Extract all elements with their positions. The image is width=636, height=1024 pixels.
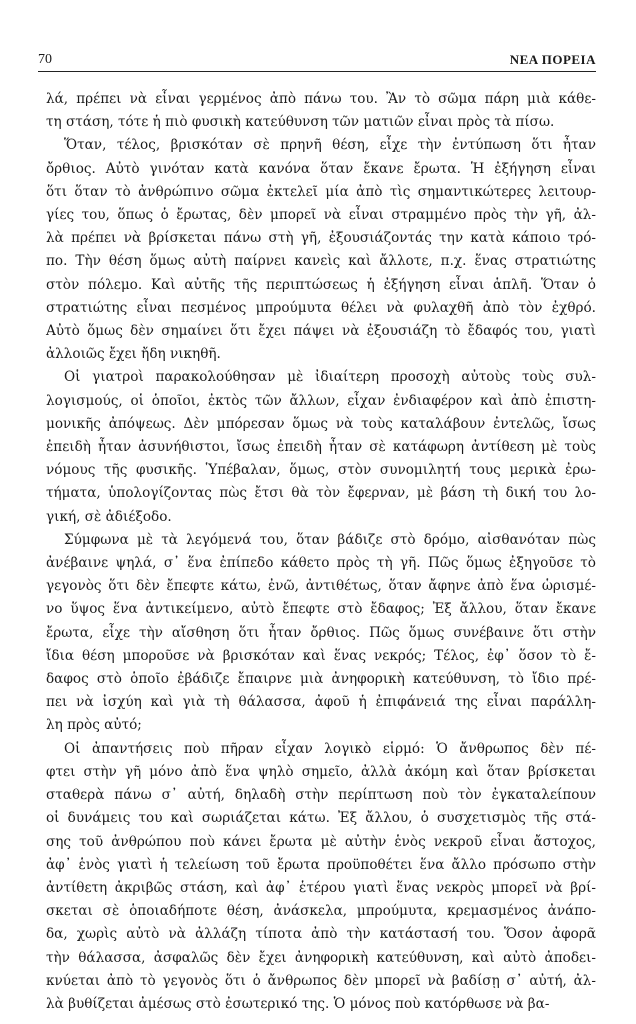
text-line: σταθερὰ πάνω σ᾿ αὐτή, δηλαδὴ στὴν περίπτωση ποὺ τὸν ἐγκαταλείπουν	[46, 787, 596, 804]
text-line: στὸν πόλεμο. Καὶ αὐτῆς τῆς περιπτώσεως ἡ ἐξήγηση εἶναι ἁπλῆ. Ὅταν ὁ	[46, 276, 596, 293]
text-line: Σύμφωνα μὲ τὰ λεγόμενά του, ὅταν βάδιζε στὸ δρόμο, αἰσθανόταν πὼς	[64, 531, 596, 548]
text-line: σης τοῦ ἀνθρώπου ποὺ κάνει ἔρωτα μὲ αὐτὴν ἑνὸς νεκροῦ εἶναι ἄστοχος,	[46, 833, 596, 850]
text-line: σκεται σὲ ὁποιαδήποτε θέση, ἀνάσκελα, μπρούμυτα, κρεμασμένος ἀνάπο-	[46, 903, 596, 920]
page-number: 70	[38, 52, 52, 67]
text-line: φτει στὴν γῆ μόνο ἀπὸ ἕνα ψηλὸ σημεῖο, ἀλλὰ ἀκόμη καὶ ὅταν βρίσκεται	[46, 763, 596, 780]
page-header	[38, 46, 596, 72]
text-line: γεγονὸς ὅτι δὲν ἔπεφτε κάτω, ἐνῶ, ἀντιθέτως, ὅταν ἄφηνε ἀπὸ ἕνα ὡρισμέ-	[46, 578, 596, 595]
paragraph	[46, 366, 596, 528]
paragraph	[46, 134, 596, 366]
text-line: μονικῆς ἀπόψεως. Δὲν μπόρεσαν ὅμως νὰ τοὺς καταλάβουν ἐντελῶς, ἴσως	[46, 415, 596, 432]
text-line: νόμους τῆς φυσικῆς. Ὑπέβαλαν, ὅμως, στὸν συνομιλητή τους μερικὰ ἐρω-	[46, 462, 596, 479]
text-line: ὄρθιος. Αὐτὸ γινόταν κατὰ κανόνα ὅταν ἔκανε ἔρωτα. Ἡ ἐξήγηση εἶναι	[46, 160, 596, 177]
text-line: Οἱ γιατροὶ παρακολούθησαν μὲ ἰδιαίτερη προσοχὴ αὐτοὺς τοὺς συλ-	[64, 369, 596, 386]
text-line: ἀνέβαινε ψηλά, σ᾿ ἕνα ἐπίπεδο κάθετο πρὸς τὴ γῆ. Πῶς ὅμως ἐξηγοῦσε τὸ	[46, 555, 596, 572]
text-line: ἀφ᾿ ἑνὸς γιατὶ ἡ τελείωση τοῦ ἔρωτα προϋποθέτει ἕνα ἄλλο πρόσωπο στὴν	[46, 856, 596, 873]
text-line: νο ὕψος ἕνα ἀντικείμενο, αὐτὸ ἔπεφτε στὸ ἔδαφος; Ἐξ ἄλλου, ὅταν ἔκανε	[46, 601, 596, 618]
text-line: δα, χωρὶς αὐτὸ νὰ ἀλλάζη τίποτα ἀπὸ τὴν κατάστασή του. Ὅσον ἀφορᾶ	[46, 926, 596, 943]
text-line: τήματα, ὑπολογίζοντας πὼς ἔτσι θὰ τὸν ἔφερναν, μὲ βάση τὴ δική του λο-	[46, 485, 596, 502]
text-line: τη στάση, τότε ἡ πιὸ φυσικὴ κατεύθυνση τῶν ματιῶν εἶναι πρὸς τὰ πίσω.	[46, 114, 555, 131]
text-line: ἴδια θέση μποροῦσε νὰ βρισκόταν καὶ ἕνας νεκρός; Τέλος, ἐφ᾿ ὅσον τὸ ἔ-	[46, 647, 596, 664]
text-line: λη πρὸς αὐτό;	[46, 717, 142, 734]
text-line: λά, πρέπει νὰ εἶναι γερμένος ἀπὸ πάνω του. Ἂν τὸ σῶμα πάρη μιὰ κάθε-	[46, 91, 596, 107]
text-line: λὰ πρέπει νὰ βρίσκεται πάνω στὴ γῆ, ἐξουσιάζοντάς την κατὰ κάποιο τρό-	[46, 230, 596, 247]
text-line: ἐπειδὴ ἦταν ἀσυνήθιστοι, ἴσως ἐπειδὴ ἦταν σὲ κατάφωρη ἀντίθεση μὲ τοὺς	[46, 439, 596, 456]
paragraph	[46, 738, 596, 1016]
text-line: οἱ δυνάμεις του καὶ σωριάζεται κάτω. Ἐξ ἄλλου, ὁ συσχετισμὸς τῆς στά-	[46, 810, 596, 827]
text-line: γική, σὲ ἀδιέξοδο.	[46, 508, 172, 525]
paragraph	[46, 88, 596, 134]
text-line: Οἱ ἀπαντήσεις ποὺ πῆραν εἶχαν λογικὸ εἱρμό: Ὁ ἄνθρωπος δὲν πέ-	[64, 740, 596, 757]
text-line: πο. Τὴν θέση ὅμως αὐτὴ παίρνει κανεὶς καὶ ἄλλοτε, π.χ. ἕνας στρατιώτης	[46, 253, 596, 270]
text-line: Ὅταν, τέλος, βρισκόταν σὲ πρηνῆ θέση, εἶχε τὴν ἐντύπωση ὅτι ἦταν	[64, 137, 596, 154]
text-line: ὅτι ὅταν τὸ ἀνθρώπινο σῶμα ἐκτελεῖ μία ἀπὸ τὶς σημαντικώτερες λειτουρ-	[46, 183, 596, 200]
text-line: λὰ βυθίζεται ἀμέσως στὸ ἐσωτερικό της. Ὁ μόνος ποὺ κατόρθωσε νὰ βα-	[46, 995, 550, 1012]
text-line: στρατιώτης εἶναι πεσμένος μπρούμυτα θέλει νὰ φυλαχθῆ ἀπὸ τὸν ἐχθρό.	[46, 299, 596, 316]
text-line: τὴν θάλασσα, ἀσφαλῶς δὲν ἔχει ἀνηφορικὴ κατεύθυνση, καὶ αὐτὸ ἀποδει-	[46, 949, 596, 966]
running-head: ΝΕΑ ΠΟΡΕΙΑ	[509, 52, 596, 67]
text-line: Αὐτὸ ὅμως δὲν σημαίνει ὅτι ἔχει πάψει νὰ ἐξουσιάζη τὸ ἔδαφός του, γιατὶ	[46, 323, 596, 340]
paragraph	[46, 529, 596, 738]
text-line: γίες του, ὅπως ὁ ἔρωτας, δὲν μπορεῖ νὰ εἶναι στραμμένο πρὸς τὴν γῆ, ἀλ-	[46, 207, 596, 224]
text-line: λογισμούς, οἱ ὁποῖοι, ἐκτὸς τῶν ἄλλων, εἶχαν ἐνδιαφέρον καὶ ἀπὸ ἐπιστη-	[46, 392, 596, 409]
text-line: κνύεται ἀπὸ τὸ γεγονὸς ὅτι ὁ ἄνθρωπος δὲν μπορεῖ νὰ βαδίσῃ σ᾿ αὐτή, ἀλ-	[46, 972, 596, 989]
text-line: πει νὰ ἰσχύη καὶ γιὰ τὴ θάλασσα, ἀφοῦ ἡ ἐπιφάνειά της εἶναι παράλλη-	[46, 694, 596, 711]
text-line: δαφος στὸ ὁποῖο ἐβάδιζε ἔπαιρνε μιὰ ἀνηφορικὴ κατεύθυνση, τὸ ἴδιο πρέ-	[46, 671, 596, 688]
body-text	[46, 88, 596, 1016]
text-line: ἔρωτα, εἶχε τὴν αἴσθηση ὅτι ἦταν ὄρθιος. Πῶς ὅμως συνέβαινε ὅτι στὴν	[46, 624, 596, 641]
text-line: ἀλλοιῶς ἔχει ἤδη νικηθῆ.	[46, 346, 221, 363]
text-line: ἀντίθετη ἀκριβῶς στάση, καὶ ἀφ᾿ ἑτέρου γιατὶ ἕνας νεκρὸς μπορεῖ νὰ βρί-	[46, 879, 596, 896]
